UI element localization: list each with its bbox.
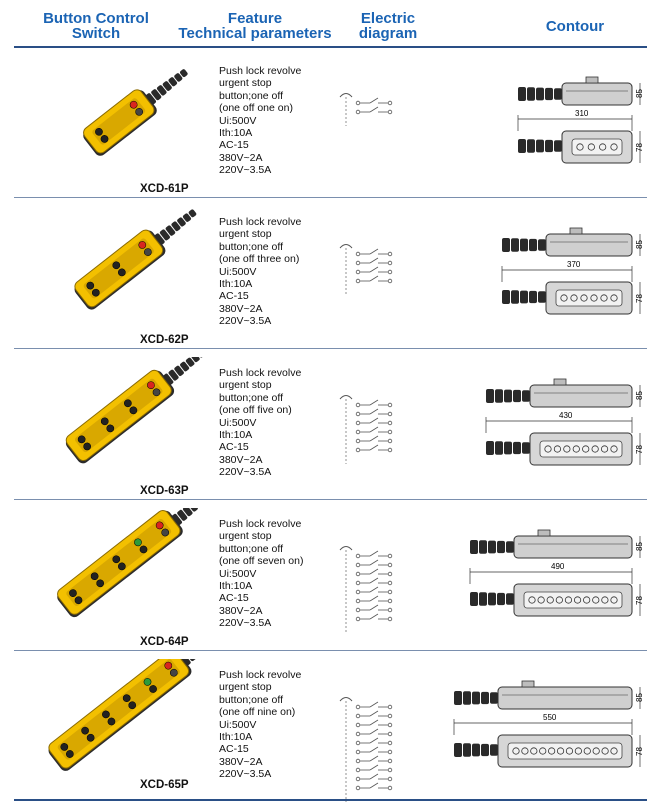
electrical-ratings: Ui:500V Ith:10A AC-15 380V~2A 220V~3.5A: [219, 114, 272, 177]
height-dimension: 85: [635, 391, 644, 400]
depth-dimension: 78: [635, 747, 644, 756]
electric-diagram: [336, 540, 398, 637]
electric-diagram: [336, 389, 398, 468]
width-dimension: 310: [575, 109, 589, 118]
width-dimension: 550: [543, 713, 557, 722]
feature-description: Push lock revolve urgent stop button;one off (one off five on): [219, 367, 302, 417]
width-dimension: 490: [551, 562, 565, 571]
product-row: [0, 198, 661, 348]
electrical-ratings: Ui:500V Ith:10A AC-15 380V~2A 220V~3.5A: [219, 567, 272, 630]
header-electric-diagram: Electric diagram: [358, 10, 418, 42]
product-row: [0, 500, 661, 650]
model-number: XCD-62P: [140, 334, 189, 346]
depth-dimension: 78: [635, 143, 644, 152]
contour-drawing: [440, 526, 650, 646]
contour-drawing: [440, 73, 650, 193]
electric-diagram: [336, 691, 398, 804]
product-row: [0, 349, 661, 499]
feature-description: Push lock revolve urgent stop button;one off (one off seven on): [219, 518, 304, 568]
pendant-switch-illustration: [36, 659, 216, 799]
pendant-switch-illustration: [36, 508, 216, 648]
depth-dimension: 78: [635, 445, 644, 454]
height-dimension: 85: [635, 693, 644, 702]
product-row: [0, 47, 661, 197]
electric-diagram: [336, 238, 398, 299]
feature-description: Push lock revolve urgent stop button;one off (one off three on): [219, 216, 302, 266]
depth-dimension: 78: [635, 294, 644, 303]
electrical-ratings: Ui:500V Ith:10A AC-15 380V~2A 220V~3.5A: [219, 265, 272, 328]
model-number: XCD-64P: [140, 636, 189, 648]
pendant-switch-illustration: [36, 206, 216, 346]
header-contour: Contour: [545, 18, 605, 35]
width-dimension: 430: [559, 411, 573, 420]
depth-dimension: 78: [635, 596, 644, 605]
model-number: XCD-63P: [140, 485, 189, 497]
product-row: [0, 651, 661, 801]
pendant-switch-illustration: [36, 357, 216, 497]
pendant-switch-illustration: [36, 55, 216, 195]
contour-drawing: [440, 224, 650, 344]
feature-description: Push lock revolve urgent stop button;one off (one off one on): [219, 65, 302, 115]
bottom-divider: [14, 799, 647, 801]
electrical-ratings: Ui:500V Ith:10A AC-15 380V~2A 220V~3.5A: [219, 718, 272, 781]
electric-diagram: [336, 87, 398, 130]
height-dimension: 85: [635, 240, 644, 249]
electrical-ratings: Ui:500V Ith:10A AC-15 380V~2A 220V~3.5A: [219, 416, 272, 479]
model-number: XCD-61P: [140, 183, 189, 195]
model-number: XCD-65P: [140, 779, 189, 791]
width-dimension: 370: [567, 260, 581, 269]
table-header: [0, 0, 661, 46]
feature-description: Push lock revolve urgent stop button;one off (one off nine on): [219, 669, 302, 719]
contour-drawing: [440, 677, 650, 797]
header-feature-technical-parameters: Feature Technical parameters: [178, 10, 332, 42]
contour-drawing: [440, 375, 650, 495]
height-dimension: 85: [635, 89, 644, 98]
header-button-control-switch: Button Control Switch: [43, 10, 149, 42]
height-dimension: 85: [635, 542, 644, 551]
